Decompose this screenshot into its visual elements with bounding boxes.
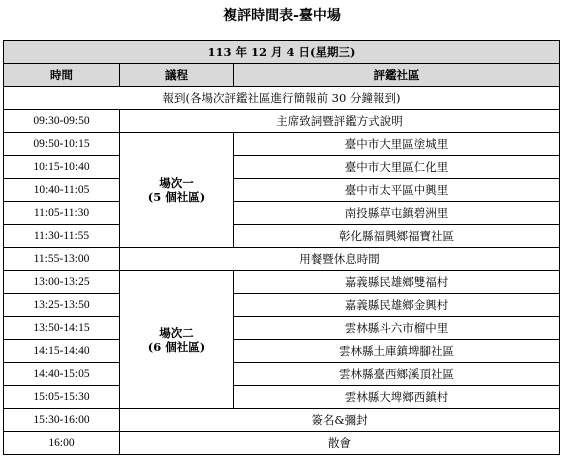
table-row (4, 294, 560, 317)
opening-text: 主席致詞暨評鑑方式說明 (120, 110, 560, 133)
time-cell: 13:00-13:25 (4, 271, 120, 294)
schedule-table (3, 40, 560, 455)
community-cell: 雲林縣大埤鄉西鎮村 (234, 386, 560, 409)
session1-count: (5 個社區) (147, 190, 206, 204)
session1-name: 場次一 (159, 176, 194, 190)
community-cell: 臺中市大里區塗城里 (234, 133, 560, 156)
signing-time: 15:30-16:00 (4, 409, 120, 432)
time-cell: 13:50-14:15 (4, 317, 120, 340)
table-row (4, 317, 560, 340)
column-header-row (4, 64, 560, 87)
signing-row (4, 409, 560, 432)
column-header-community: 評鑑社區 (234, 64, 560, 87)
community-cell: 雲林縣斗六市榴中里 (234, 317, 560, 340)
community-cell: 南投縣草屯鎮碧洲里 (234, 202, 560, 225)
table-row (4, 156, 560, 179)
table-row (4, 202, 560, 225)
column-header-time: 時間 (4, 64, 120, 87)
community-cell: 嘉義縣民雄鄉金興村 (234, 294, 560, 317)
time-cell: 11:05-11:30 (4, 202, 120, 225)
community-cell: 雲林縣臺西鄉溪頂社區 (234, 363, 560, 386)
community-cell: 嘉義縣民雄鄉雙福村 (234, 271, 560, 294)
closing-row (4, 432, 560, 455)
table-row (4, 133, 560, 156)
time-cell: 10:40-11:05 (4, 179, 120, 202)
time-cell: 10:15-10:40 (4, 156, 120, 179)
community-cell: 彰化縣福興鄉福寶社區 (234, 225, 560, 248)
time-cell: 13:25-13:50 (4, 294, 120, 317)
time-cell: 11:30-11:55 (4, 225, 120, 248)
column-header-agenda: 議程 (120, 64, 234, 87)
table-row (4, 386, 560, 409)
registration-text: 報到(各場次評鑑社區進行簡報前 30 分鐘報到) (4, 87, 560, 110)
closing-text: 散會 (120, 432, 560, 455)
community-cell: 臺中市太平區中興里 (234, 179, 560, 202)
session1-cell (120, 133, 234, 248)
lunch-text: 用餐暨休息時間 (120, 248, 560, 271)
time-cell: 15:05-15:30 (4, 386, 120, 409)
registration-row (4, 87, 560, 110)
opening-time: 09:30-09:50 (4, 110, 120, 133)
community-cell: 臺中市大里區仁化里 (234, 156, 560, 179)
date-row (4, 41, 560, 64)
session2-name: 場次二 (159, 325, 194, 340)
table-row (4, 179, 560, 202)
table-row (4, 340, 560, 363)
time-cell: 09:50-10:15 (4, 133, 120, 156)
table-row (4, 271, 560, 294)
document-title: 複評時間表-臺中場 (223, 8, 341, 24)
table-row (4, 225, 560, 248)
time-cell: 14:15-14:40 (4, 340, 120, 363)
table-row (4, 363, 560, 386)
date-header: 113 年 12 月 4 日(星期三) (4, 41, 560, 64)
session2-cell (120, 271, 234, 409)
lunch-row (4, 248, 560, 271)
closing-time: 16:00 (4, 432, 120, 455)
community-cell: 雲林縣土庫鎮埤腳社區 (234, 340, 560, 363)
signing-text: 簽名&彌封 (120, 409, 560, 432)
lunch-time: 11:55-13:00 (4, 248, 120, 271)
time-cell: 14:40-15:05 (4, 363, 120, 386)
session2-count: (6 個社區) (147, 339, 206, 354)
opening-row (4, 110, 560, 133)
